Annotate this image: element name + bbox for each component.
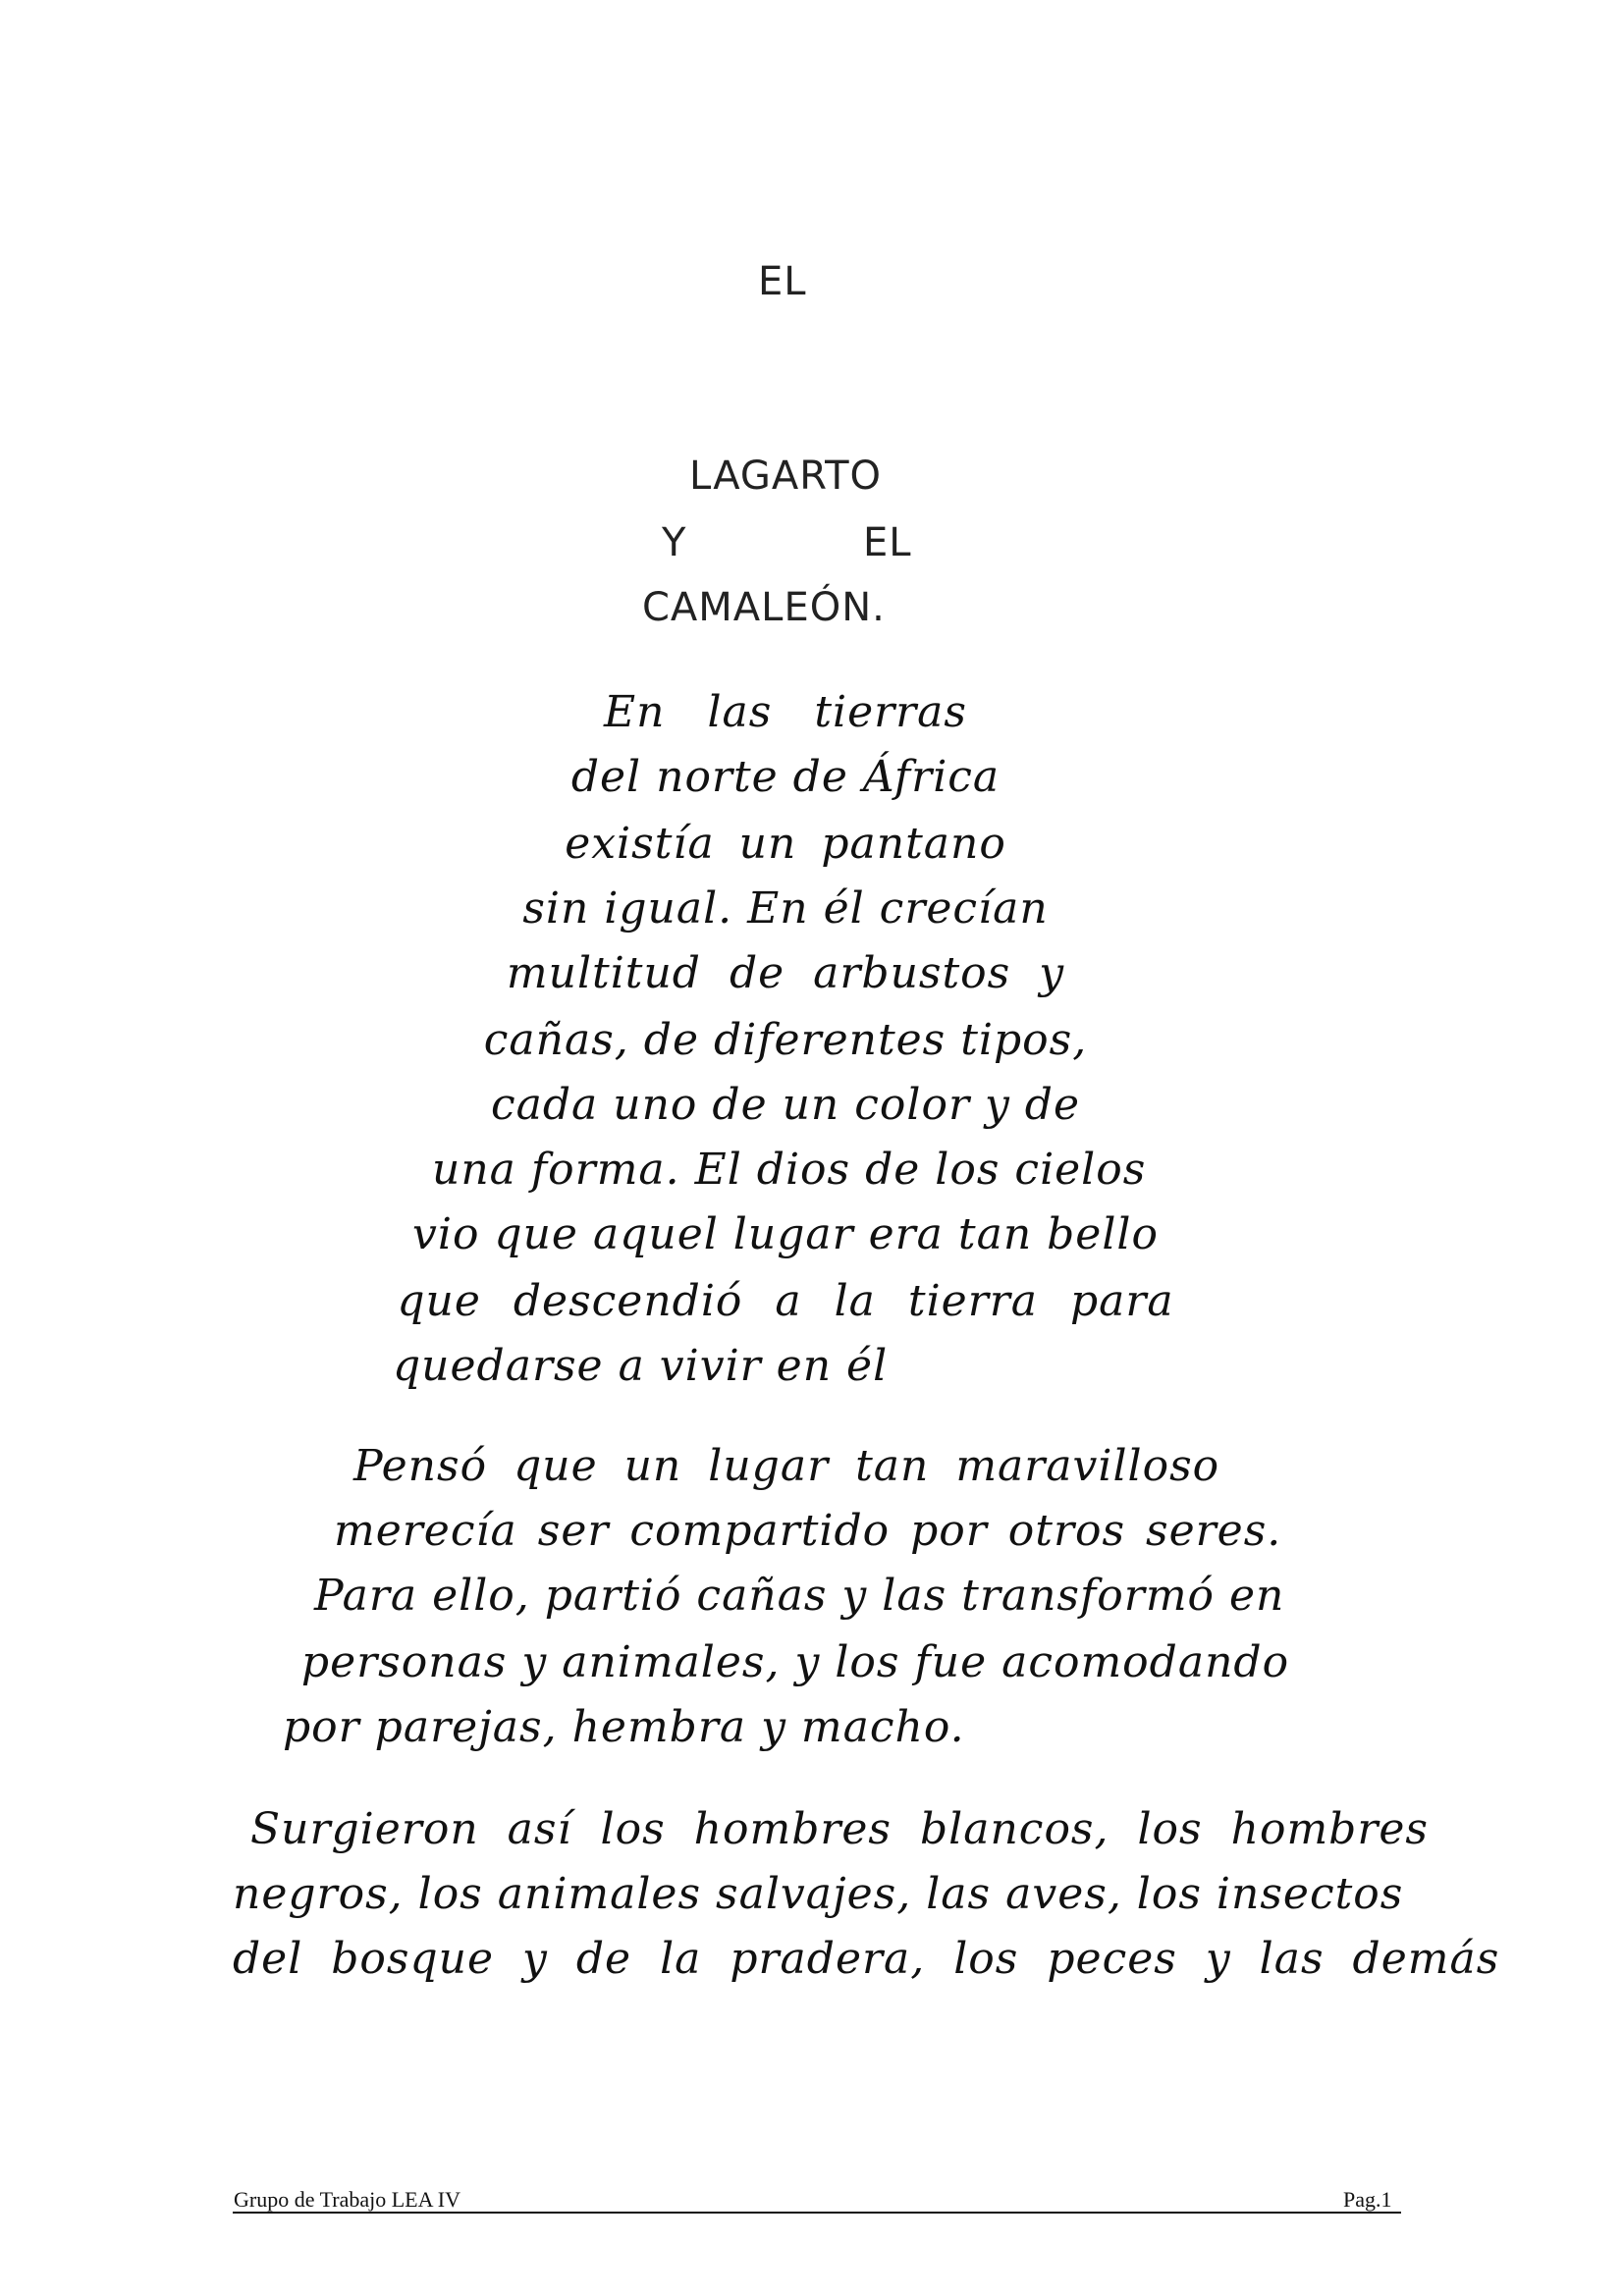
paragraph-1-line-2: del norte de África [570,752,1001,802]
footer-divider [233,2212,1401,2214]
paragraph-1-line-9: vio que aquel lugar era tan bello [412,1209,1159,1259]
paragraph-2-line-1: Pensó que un lugar tan maravilloso [353,1441,1220,1491]
paragraph-2-line-3: Para ello, partió cañas y las transformó en [314,1571,1285,1621]
paragraph-3-line-3: del bosque y de la pradera, los peces y las demás [233,1934,1500,1984]
paragraph-1-line-1: En las tierras [604,687,967,737]
footer-left-text: Grupo de Trabajo LEA IV [234,2187,460,2212]
paragraph-2-line-2: merecía ser compartido por otros seres. [334,1506,1282,1556]
paragraph-2-line-4: personas y animales, y los fue acomodando [300,1637,1290,1687]
paragraph-1-line-3: existía un pantano [565,819,1006,869]
title-camaleon: CAMALEÓN. [642,585,886,630]
paragraph-1-line-8: una forma. El dios de los cielos [432,1145,1147,1195]
paragraph-1-line-7: cada uno de un color y de [490,1080,1081,1130]
title-y: Y [662,520,687,565]
paragraph-1-line-11: quedarse a vivir en él [393,1341,889,1391]
paragraph-1-line-10: que descendió a la tierra para [397,1276,1174,1326]
paragraph-3-line-1: Surgieron así los hombres blancos, los hombres [250,1804,1429,1854]
title-el-1: EL [758,259,807,304]
title-lagarto: LAGARTO [689,454,883,499]
paragraph-1-line-4: sin igual. En él crecían [522,883,1049,934]
title-el-2: EL [863,520,912,565]
paragraph-3-line-2: negros, los animales salvajes, las aves, los insectos [233,1869,1404,1919]
paragraph-2-line-5: por parejas, hembra y macho. [283,1702,965,1752]
paragraph-1-line-5: multitud de arbustos y [506,948,1065,998]
paragraph-1-line-6: cañas, de diferentes tipos, [483,1015,1088,1065]
footer-page-number: Pag.1 [1343,2187,1392,2212]
